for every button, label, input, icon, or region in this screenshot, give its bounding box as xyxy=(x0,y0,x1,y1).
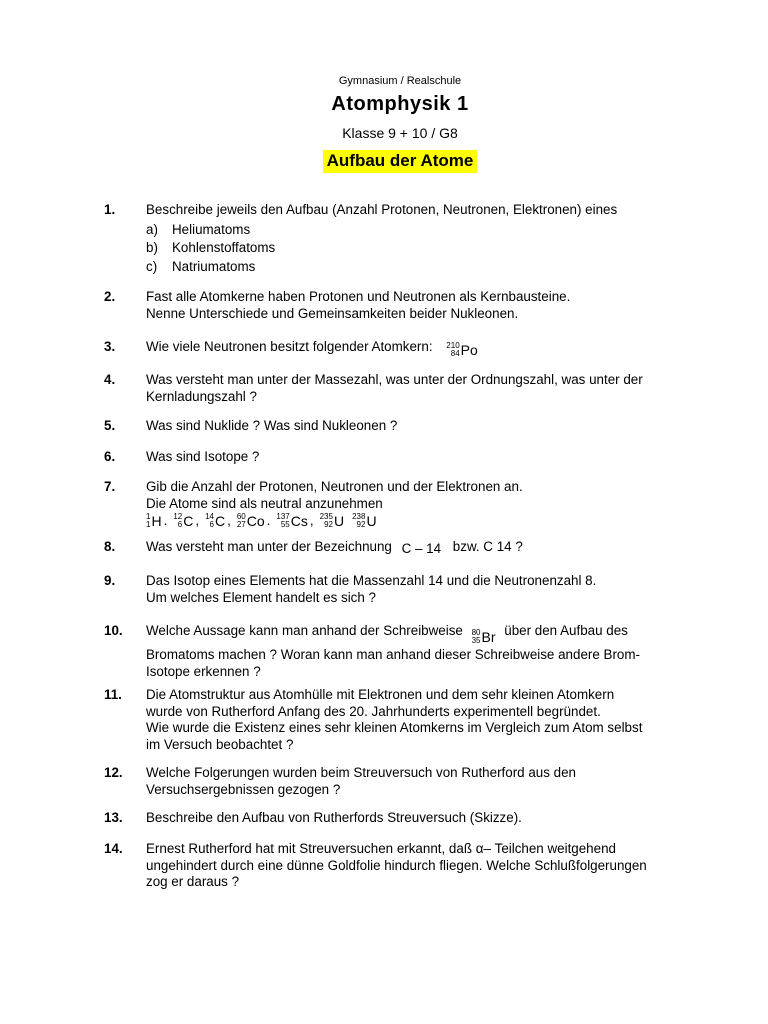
page-title: Atomphysik 1 xyxy=(331,93,469,115)
question-text-block xyxy=(146,687,691,753)
nuclide-u238 xyxy=(352,513,376,530)
atomic-number: 92 xyxy=(356,520,366,530)
nuclide-po210 xyxy=(446,342,477,359)
element-symbol: H xyxy=(151,513,162,529)
option-a xyxy=(146,222,691,239)
nuclide-u235 xyxy=(320,513,344,530)
question-number: 7. xyxy=(104,479,116,494)
element-symbol: C xyxy=(183,513,194,529)
question-text: über den Aufbau des xyxy=(504,623,628,638)
question-text: im Versuch beobachtet ? xyxy=(146,736,294,752)
mass-number: 1 xyxy=(146,512,151,522)
atomic-number: 35 xyxy=(471,636,481,645)
question-text-block xyxy=(146,573,691,606)
question-number: 3. xyxy=(104,339,116,354)
question-text: Bromatoms machen ? Woran kann man anhand dieser Schreibweise andere Brom- xyxy=(146,647,640,663)
nuclide-h1 xyxy=(146,513,162,530)
option-text: Natriumatoms xyxy=(172,258,256,274)
mass-number: 238 xyxy=(352,512,366,522)
mass-number: 137 xyxy=(276,512,290,522)
option-b xyxy=(146,240,691,257)
atomic-number: 6 xyxy=(209,520,214,530)
grade-level: Klasse 9 + 10 / G8 xyxy=(342,125,458,141)
question-number: 5. xyxy=(104,418,116,433)
nuclide-c14 xyxy=(205,513,225,530)
school-type: Gymnasium / Realschule xyxy=(338,75,462,87)
question-text: Kernladungszahl ? xyxy=(146,388,257,404)
element-symbol: C xyxy=(214,513,226,529)
mass-number: 12 xyxy=(173,512,183,522)
option-letter: b) xyxy=(146,240,158,255)
question-text-block xyxy=(146,289,691,322)
element-symbol: Po xyxy=(460,341,478,358)
atomic-number: 84 xyxy=(450,349,460,358)
question-text: Gib die Anzahl der Protonen, Neutronen und der Elektronen an. xyxy=(146,479,523,494)
element-symbol: Cs xyxy=(290,513,308,529)
mass-number: 210 xyxy=(446,341,460,350)
question-number: 10. xyxy=(104,623,123,638)
option-text: Heliumatoms xyxy=(172,221,251,237)
question-text: ungehindert durch eine dünne Goldfolie hindurch fliegen. Welche Schlußfolgerungen xyxy=(146,857,647,873)
question-number: 12. xyxy=(104,765,123,780)
question-text: Was versteht man unter der Massezahl, was unter der Ordnungszahl, was unter der xyxy=(146,372,643,387)
question-text: zog er daraus ? xyxy=(146,874,240,889)
question-text-block xyxy=(146,765,691,798)
question-number: 4. xyxy=(104,372,116,387)
question-text-block xyxy=(146,372,691,405)
separator: , xyxy=(309,513,314,528)
question-text-block xyxy=(146,539,691,556)
question-text: Was sind Nuklide ? Was sind Nukleonen ? xyxy=(146,418,398,433)
topic-wrap xyxy=(0,150,768,173)
question-text: Wie wurde die Existenz eines sehr kleinen Atomkerns im Vergleich zum Atom selbst xyxy=(146,720,643,735)
option-text: Kohlenstoffatoms xyxy=(172,240,276,255)
question-text: bzw. C 14 ? xyxy=(452,539,523,554)
question-text-block xyxy=(146,339,691,361)
question-text: Das Isotop eines Elements hat die Massenzahl 14 und die Neutronenzahl 8. xyxy=(146,573,597,588)
question-text: Ernest Rutherford hat mit Streuversuchen erkannt, daß α– Teilchen weitgehend xyxy=(146,841,616,856)
question-text: Fast alle Atomkerne haben Protonen und Neutronen als Kernbausteine. xyxy=(146,289,571,304)
question-text-block xyxy=(146,841,691,891)
question-text: Was sind Isotope ? xyxy=(146,449,260,464)
question-text-line xyxy=(146,623,691,645)
question-text-block xyxy=(146,202,691,275)
separator: , xyxy=(227,513,231,528)
question-number: 1. xyxy=(104,202,116,217)
separator: , xyxy=(195,513,200,528)
question-text-block xyxy=(146,623,691,680)
question-text: Isotope erkennen ? xyxy=(146,663,261,679)
question-text: Versuchsergebnissen gezogen ? xyxy=(146,781,341,797)
question-number: 6. xyxy=(104,449,116,464)
question-number: 9. xyxy=(104,573,116,588)
option-letter: c) xyxy=(146,258,158,274)
question-text: wurde von Rutherford Anfang des 20. Jahrhunderts experimentell begründet. xyxy=(146,703,601,719)
atomic-number: 55 xyxy=(280,520,290,530)
question-text: Die Atomstruktur aus Atomhülle mit Elektronen und dem sehr kleinen Atomkern xyxy=(146,687,615,702)
question-number: 13. xyxy=(104,810,123,825)
question-text: Welche Folgerungen wurden beim Streuversuch von Rutherford aus den xyxy=(146,765,576,780)
separator: . xyxy=(163,513,168,528)
question-text: Was versteht man unter der Bezeichnung xyxy=(146,539,392,554)
element-symbol: U xyxy=(333,513,345,529)
option-letter: a) xyxy=(146,221,158,237)
nuclide-co60 xyxy=(237,513,265,530)
question-number: 2. xyxy=(104,289,116,304)
nuclide-c12 xyxy=(173,513,193,530)
question-text: Nenne Unterschiede und Gemeinsamkeiten beider Nukleonen. xyxy=(146,305,519,321)
question-text: Welche Aussage kann man anhand der Schreibweise xyxy=(146,623,463,638)
mass-number: 60 xyxy=(236,512,246,522)
atomic-number: 27 xyxy=(236,520,246,530)
question-text: Die Atome sind als neutral anzunehmen xyxy=(146,495,383,511)
mass-number: 235 xyxy=(319,512,333,522)
option-c xyxy=(146,259,691,276)
element-symbol: Co xyxy=(246,513,265,529)
element-symbol: U xyxy=(366,513,377,529)
question-text: Wie viele Neutronen besitzt folgender Atomkern: xyxy=(146,339,433,354)
question-number: 8. xyxy=(104,539,116,554)
question-text-block xyxy=(146,479,691,530)
mass-number: 14 xyxy=(205,512,214,522)
atomic-number: 1 xyxy=(146,520,151,530)
question-text: Beschreibe den Aufbau von Rutherfords Streuversuch (Skizze). xyxy=(146,810,522,825)
question-number: 14. xyxy=(104,841,123,856)
atomic-number: 92 xyxy=(324,520,333,530)
nuclide-list xyxy=(146,513,691,530)
nuclide-cs137 xyxy=(276,513,307,530)
topic-heading: Aufbau der Atome xyxy=(323,150,478,173)
formula: C – 14 xyxy=(401,541,442,556)
question-text: Beschreibe jeweils den Aufbau (Anzahl Protonen, Neutronen, Elektronen) eines xyxy=(146,202,618,217)
atomic-number: 6 xyxy=(177,520,183,530)
question-text: Um welches Element handelt es sich ? xyxy=(146,589,376,605)
nuclide-br80 xyxy=(472,629,496,646)
element-symbol: Br xyxy=(481,628,496,645)
separator: . xyxy=(266,513,271,528)
mass-number: 80 xyxy=(471,628,481,637)
question-number: 11. xyxy=(104,687,122,702)
